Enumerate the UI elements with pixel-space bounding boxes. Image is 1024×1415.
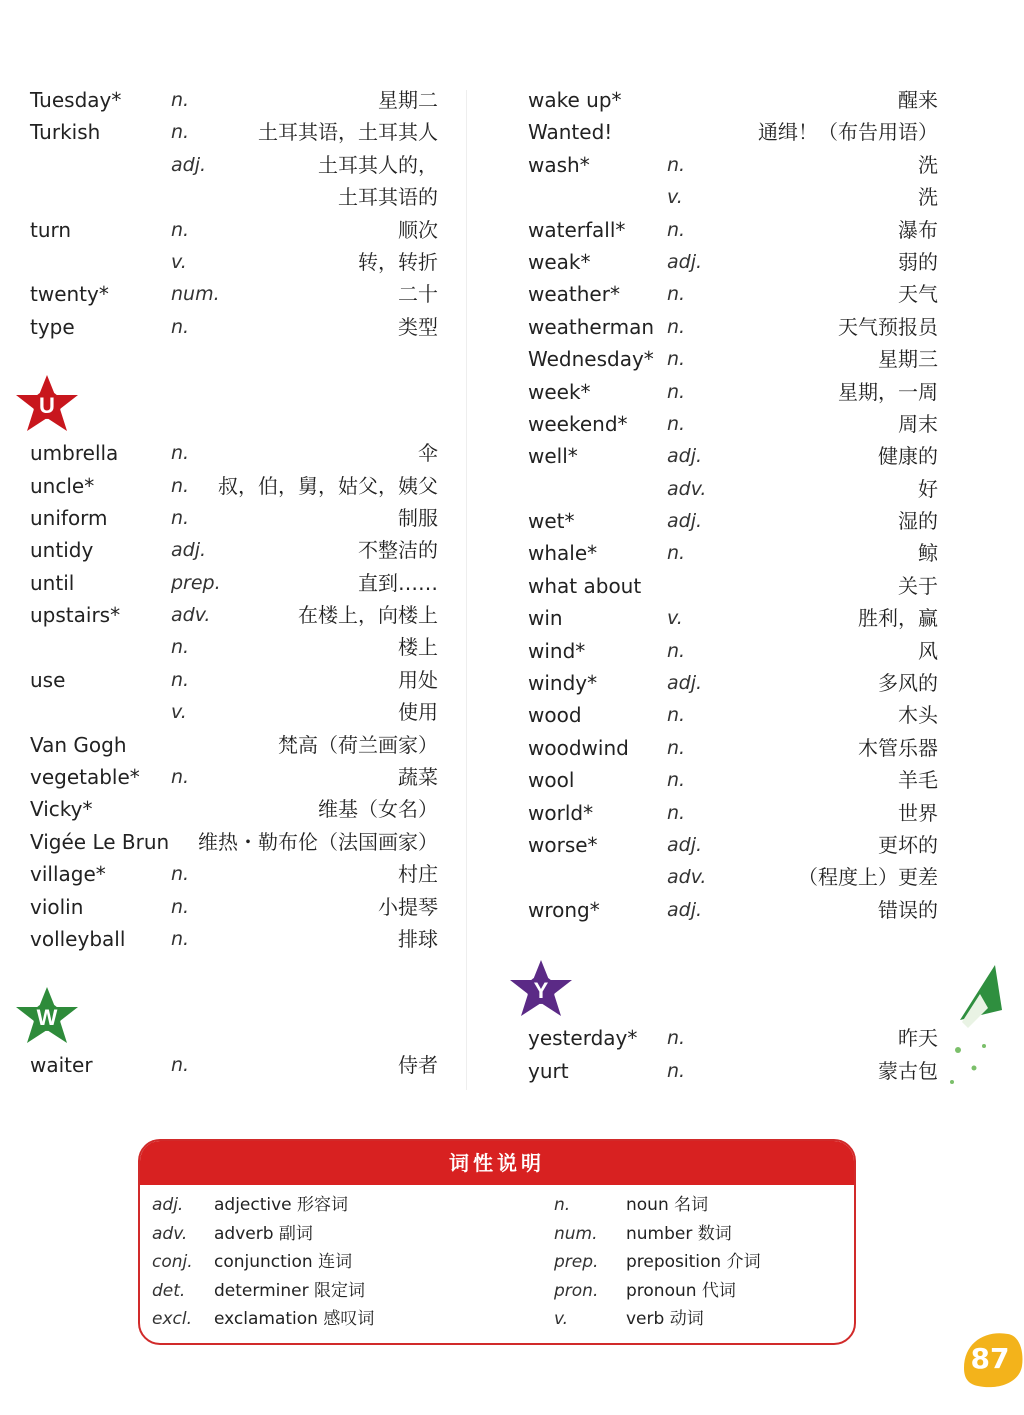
entry-word: weatherman xyxy=(528,314,655,339)
entry-part-of-speech: adj. xyxy=(667,510,703,533)
entry-word: wet* xyxy=(528,509,575,534)
entry-part-of-speech: n. xyxy=(667,639,686,662)
entry-word: woodwind xyxy=(528,735,629,760)
entries-T xyxy=(26,84,438,343)
legend-right-list xyxy=(554,1191,834,1334)
dictionary-entry xyxy=(522,246,938,278)
dictionary-entry xyxy=(26,534,438,566)
entry-meaning: 湿的 xyxy=(898,509,938,534)
letter-U-badge xyxy=(26,373,438,437)
dictionary-entry xyxy=(522,635,938,667)
entry-word: Vicky* xyxy=(30,797,93,822)
entry-meaning: 周末 xyxy=(898,411,938,436)
entry-part-of-speech: adv. xyxy=(667,866,707,889)
entry-part-of-speech: n. xyxy=(171,1054,190,1077)
entry-part-of-speech: n. xyxy=(667,769,686,792)
entries-U-V xyxy=(26,437,438,955)
entry-word: weather* xyxy=(528,282,620,307)
dictionary-entry xyxy=(522,343,938,375)
legend-description: verb 动词 xyxy=(626,1309,704,1329)
entry-word: Tuesday* xyxy=(30,88,122,112)
entry-part-of-speech: adj. xyxy=(667,898,703,921)
right-column xyxy=(522,84,938,1087)
dictionary-entry xyxy=(26,761,438,793)
entry-meaning: 土耳其人的， xyxy=(318,152,438,177)
legend-abbreviation: det. xyxy=(152,1280,186,1301)
entry-meaning: 更坏的 xyxy=(878,832,938,857)
entry-part-of-speech: adj. xyxy=(171,153,207,176)
entry-meaning: 风 xyxy=(918,638,938,663)
entry-part-of-speech: n. xyxy=(171,474,190,497)
entry-part-of-speech: adv. xyxy=(171,604,211,627)
dictionary-entry xyxy=(522,1055,938,1087)
entry-meaning: 星期三 xyxy=(878,347,938,372)
dictionary-entry xyxy=(522,181,938,213)
dictionary-entry xyxy=(26,502,438,534)
entry-meaning: 洗 xyxy=(918,152,938,177)
entry-part-of-speech: n. xyxy=(171,863,190,886)
entry-word: upstairs* xyxy=(30,603,121,628)
dictionary-entry xyxy=(26,246,438,278)
entry-part-of-speech: n. xyxy=(171,668,190,691)
entry-word: wind* xyxy=(528,638,586,663)
entry-word: Turkish xyxy=(30,120,101,145)
dictionary-entry xyxy=(26,470,438,502)
entry-word: type xyxy=(30,314,75,339)
entry-part-of-speech: n. xyxy=(171,442,190,465)
legend-item xyxy=(554,1248,834,1277)
legend-description: determiner 限定词 xyxy=(214,1280,365,1301)
entry-word: weekend* xyxy=(528,411,628,436)
entry-word: weak* xyxy=(528,249,591,274)
legend-item xyxy=(152,1191,432,1220)
dictionary-entry xyxy=(522,84,938,116)
entry-word: waterfall* xyxy=(528,217,626,242)
legend-item xyxy=(152,1220,432,1249)
legend-item xyxy=(152,1248,432,1277)
dictionary-entry xyxy=(522,667,938,699)
entry-word: violin xyxy=(30,894,84,919)
entry-word: worse* xyxy=(528,832,598,857)
entry-part-of-speech: n. xyxy=(171,895,190,918)
entry-word: waiter xyxy=(30,1053,93,1078)
entries-W-left xyxy=(26,1049,438,1081)
entry-part-of-speech: v. xyxy=(667,607,683,630)
entry-meaning: 制服 xyxy=(398,505,438,530)
entry-part-of-speech: v. xyxy=(171,250,187,273)
entry-word: Vigée Le Brun xyxy=(30,829,170,854)
entry-meaning: 排球 xyxy=(398,926,438,951)
entries-W-right xyxy=(522,84,938,926)
dictionary-entry xyxy=(522,537,938,569)
entry-word: use xyxy=(30,667,66,692)
dictionary-entry xyxy=(522,894,938,926)
legend-description: pronoun 代词 xyxy=(626,1280,736,1301)
legend-description: adverb 副词 xyxy=(214,1223,313,1244)
legend-item xyxy=(152,1305,432,1334)
entry-meaning: 天气 xyxy=(898,282,938,307)
entry-part-of-speech: n. xyxy=(667,542,686,565)
entry-part-of-speech: n. xyxy=(667,380,686,403)
legend-left-list xyxy=(152,1191,432,1334)
dictionary-entry xyxy=(26,311,438,343)
entry-word: wrong* xyxy=(528,897,600,922)
legend-description: conjunction 连词 xyxy=(214,1252,353,1272)
entry-word: village* xyxy=(30,862,106,887)
entry-meaning: 叔，伯，舅，姑父，姨父 xyxy=(218,473,438,498)
entry-word: umbrella xyxy=(30,441,119,466)
dictionary-entry xyxy=(522,732,938,764)
dictionary-entry xyxy=(522,1022,938,1054)
dictionary-entry xyxy=(522,376,938,408)
legend-description: exclamation 感叹词 xyxy=(214,1309,375,1329)
dictionary-entry xyxy=(522,149,938,181)
entry-meaning: 瀑布 xyxy=(898,217,938,242)
legend-description: adjective 形容词 xyxy=(214,1195,349,1215)
entries-Y xyxy=(522,1022,938,1087)
entry-meaning: 错误的 xyxy=(878,897,938,922)
entry-part-of-speech: n. xyxy=(667,736,686,759)
entry-part-of-speech: adj. xyxy=(667,250,703,273)
legend-abbreviation: n. xyxy=(554,1195,571,1215)
entry-meaning: 不整洁的 xyxy=(358,538,438,563)
entry-part-of-speech: n. xyxy=(171,927,190,950)
entry-meaning: 鲸 xyxy=(918,541,938,566)
entry-word: wake up* xyxy=(528,88,622,112)
party-popper-icon xyxy=(940,950,1010,1100)
legend-item xyxy=(554,1277,834,1306)
entry-word: what about xyxy=(528,573,642,598)
entry-part-of-speech: n. xyxy=(667,283,686,306)
entry-meaning: 世界 xyxy=(898,800,938,825)
entry-word: Van Gogh xyxy=(30,732,127,757)
dictionary-entry xyxy=(26,1049,438,1081)
dictionary-entry xyxy=(522,699,938,731)
legend-description: preposition 介词 xyxy=(626,1252,761,1272)
entry-word: world* xyxy=(528,800,594,825)
dictionary-entry xyxy=(522,473,938,505)
dictionary-entry xyxy=(26,664,438,696)
entry-word: untidy xyxy=(30,538,94,563)
entry-part-of-speech: n. xyxy=(171,89,190,111)
entry-word: vegetable* xyxy=(30,765,140,790)
entry-word: wash* xyxy=(528,152,590,177)
entry-meaning: 弱的 xyxy=(898,249,938,274)
legend-item xyxy=(554,1305,834,1334)
entry-part-of-speech: n. xyxy=(171,315,190,338)
dictionary-entry xyxy=(522,861,938,893)
entry-word: wool xyxy=(528,768,575,793)
dictionary-entry xyxy=(522,570,938,602)
svg-text:Y: Y xyxy=(533,978,549,1004)
entry-part-of-speech: n. xyxy=(667,1059,686,1082)
page-number-badge xyxy=(956,1328,1024,1390)
entry-part-of-speech: adj. xyxy=(667,672,703,695)
entry-meaning: 洗 xyxy=(918,185,938,210)
legend-abbreviation: pron. xyxy=(554,1280,599,1301)
legend-abbreviation: num. xyxy=(554,1223,598,1244)
entry-meaning: 顺次 xyxy=(398,217,438,242)
entry-meaning: 关于 xyxy=(898,573,938,598)
svg-text:W: W xyxy=(36,1005,58,1031)
entry-meaning: 通缉！（布告用语） xyxy=(758,120,938,145)
legend-title: 词性说明 xyxy=(140,1141,854,1185)
entry-part-of-speech: prep. xyxy=(171,571,221,594)
dictionary-entry xyxy=(522,278,938,310)
entry-meaning: 星期二 xyxy=(378,88,438,112)
entry-meaning: 胜利，赢 xyxy=(858,606,938,631)
entry-part-of-speech: adj. xyxy=(667,833,703,856)
entry-word: Wednesday* xyxy=(528,347,654,372)
dictionary-entry xyxy=(26,793,438,825)
entry-meaning: 类型 xyxy=(398,314,438,339)
dictionary-entry xyxy=(26,567,438,599)
entry-meaning: 转，转折 xyxy=(358,249,438,274)
dictionary-entry xyxy=(522,311,938,343)
entry-meaning: 蒙古包 xyxy=(878,1058,938,1083)
entry-meaning: 使用 xyxy=(398,700,438,725)
entry-part-of-speech: n. xyxy=(667,348,686,371)
entry-word: windy* xyxy=(528,671,598,696)
dictionary-entry xyxy=(26,826,438,858)
dictionary-entry xyxy=(26,437,438,469)
legend-abbreviation: excl. xyxy=(152,1309,192,1329)
entry-word: turn xyxy=(30,217,72,242)
entry-meaning: 维热・勒布伦（法国画家） xyxy=(198,829,438,854)
entry-part-of-speech: adj. xyxy=(667,445,703,468)
dictionary-entry xyxy=(522,764,938,796)
part-of-speech-legend xyxy=(138,1139,856,1345)
entry-meaning: （程度上）更差 xyxy=(798,865,938,890)
dictionary-entry xyxy=(522,797,938,829)
dictionary-entry xyxy=(26,891,438,923)
svg-text:U: U xyxy=(39,393,55,419)
entry-meaning: 土耳其语，土耳其人 xyxy=(258,120,438,145)
entry-part-of-speech: n. xyxy=(171,218,190,241)
entry-meaning: 好 xyxy=(918,476,938,501)
dictionary-entry xyxy=(26,631,438,663)
entry-part-of-speech: n. xyxy=(171,121,190,144)
dictionary-entry xyxy=(522,116,938,148)
entry-meaning: 直到…… xyxy=(358,570,438,595)
entry-meaning: 天气预报员 xyxy=(838,314,938,339)
entry-meaning: 昨天 xyxy=(898,1026,938,1051)
dictionary-entry xyxy=(26,84,438,116)
entry-part-of-speech: v. xyxy=(171,701,187,724)
entry-word: Wanted! xyxy=(528,120,613,145)
entry-word: uniform xyxy=(30,505,108,530)
entry-word: week* xyxy=(528,379,591,404)
dictionary-entry xyxy=(522,408,938,440)
entry-meaning: 二十 xyxy=(398,282,438,307)
entry-part-of-speech: n. xyxy=(667,704,686,727)
entry-word: until xyxy=(30,570,75,595)
entry-word: win xyxy=(528,606,563,631)
entry-meaning: 侍者 xyxy=(398,1053,438,1078)
left-column xyxy=(26,84,438,1082)
entry-meaning: 多风的 xyxy=(878,671,938,696)
entry-part-of-speech: n. xyxy=(667,153,686,176)
column-divider xyxy=(466,90,467,1090)
dictionary-entry xyxy=(522,440,938,472)
dictionary-entry xyxy=(26,923,438,955)
dictionary-entry xyxy=(522,214,938,246)
dictionary-entry xyxy=(26,599,438,631)
dictionary-entry xyxy=(26,278,438,310)
entry-word: whale* xyxy=(528,541,598,566)
entry-word: well* xyxy=(528,444,578,469)
entry-meaning: 木头 xyxy=(898,703,938,728)
legend-description: noun 名词 xyxy=(626,1195,709,1215)
legend-abbreviation: v. xyxy=(554,1309,569,1329)
entry-part-of-speech: num. xyxy=(171,283,220,306)
dictionary-entry xyxy=(522,602,938,634)
dictionary-entry xyxy=(26,729,438,761)
legend-abbreviation: adv. xyxy=(152,1223,188,1244)
legend-item xyxy=(554,1220,834,1249)
entry-meaning: 伞 xyxy=(418,441,438,466)
dictionary-entry xyxy=(26,214,438,246)
entry-meaning: 醒来 xyxy=(898,88,938,112)
entry-word: volleyball xyxy=(30,926,126,951)
entry-part-of-speech: n. xyxy=(171,766,190,789)
entry-meaning: 用处 xyxy=(398,667,438,692)
entry-word: wood xyxy=(528,703,582,728)
legend-abbreviation: adj. xyxy=(152,1195,184,1215)
entry-meaning: 羊毛 xyxy=(898,768,938,793)
dictionary-entry xyxy=(26,181,438,213)
entry-word: uncle* xyxy=(30,473,95,498)
entry-meaning: 梵高（荷兰画家） xyxy=(278,732,438,757)
entry-word: yurt xyxy=(528,1058,569,1083)
entry-meaning: 在楼上，向楼上 xyxy=(298,603,438,628)
entry-part-of-speech: v. xyxy=(667,186,683,209)
dictionary-entry xyxy=(522,829,938,861)
entry-part-of-speech: n. xyxy=(667,1027,686,1050)
entry-part-of-speech: n. xyxy=(171,506,190,529)
entry-part-of-speech: adv. xyxy=(667,477,707,500)
legend-item xyxy=(152,1277,432,1306)
dictionary-entry xyxy=(26,696,438,728)
dictionary-entry xyxy=(26,858,438,890)
page-number: 87 xyxy=(970,1342,1010,1375)
dictionary-entry xyxy=(522,505,938,537)
entry-part-of-speech: n. xyxy=(667,315,686,338)
entry-meaning: 木管乐器 xyxy=(858,735,938,760)
legend-abbreviation: prep. xyxy=(554,1252,599,1272)
entry-word: twenty* xyxy=(30,282,109,307)
entry-part-of-speech: adj. xyxy=(171,539,207,562)
entry-meaning: 小提琴 xyxy=(378,894,438,919)
letter-Y-badge xyxy=(522,958,938,1022)
legend-description: number 数词 xyxy=(626,1223,732,1244)
letter-W-badge xyxy=(26,985,438,1049)
entry-part-of-speech: n. xyxy=(667,801,686,824)
legend-abbreviation: conj. xyxy=(152,1252,193,1272)
entry-meaning: 星期，一周 xyxy=(838,379,938,404)
dictionary-entry xyxy=(26,149,438,181)
dictionary-entry xyxy=(26,116,438,148)
entry-word: yesterday* xyxy=(528,1026,638,1051)
entry-meaning: 健康的 xyxy=(878,444,938,469)
entry-meaning: 土耳其语的 xyxy=(338,185,438,210)
entry-meaning: 楼上 xyxy=(398,635,438,660)
entry-part-of-speech: n. xyxy=(667,218,686,241)
entry-meaning: 维基（女名） xyxy=(318,797,438,822)
entry-meaning: 蔬菜 xyxy=(398,765,438,790)
entry-part-of-speech: n. xyxy=(667,412,686,435)
entry-meaning: 村庄 xyxy=(398,862,438,887)
entry-part-of-speech: n. xyxy=(171,636,190,659)
legend-item xyxy=(554,1191,834,1220)
